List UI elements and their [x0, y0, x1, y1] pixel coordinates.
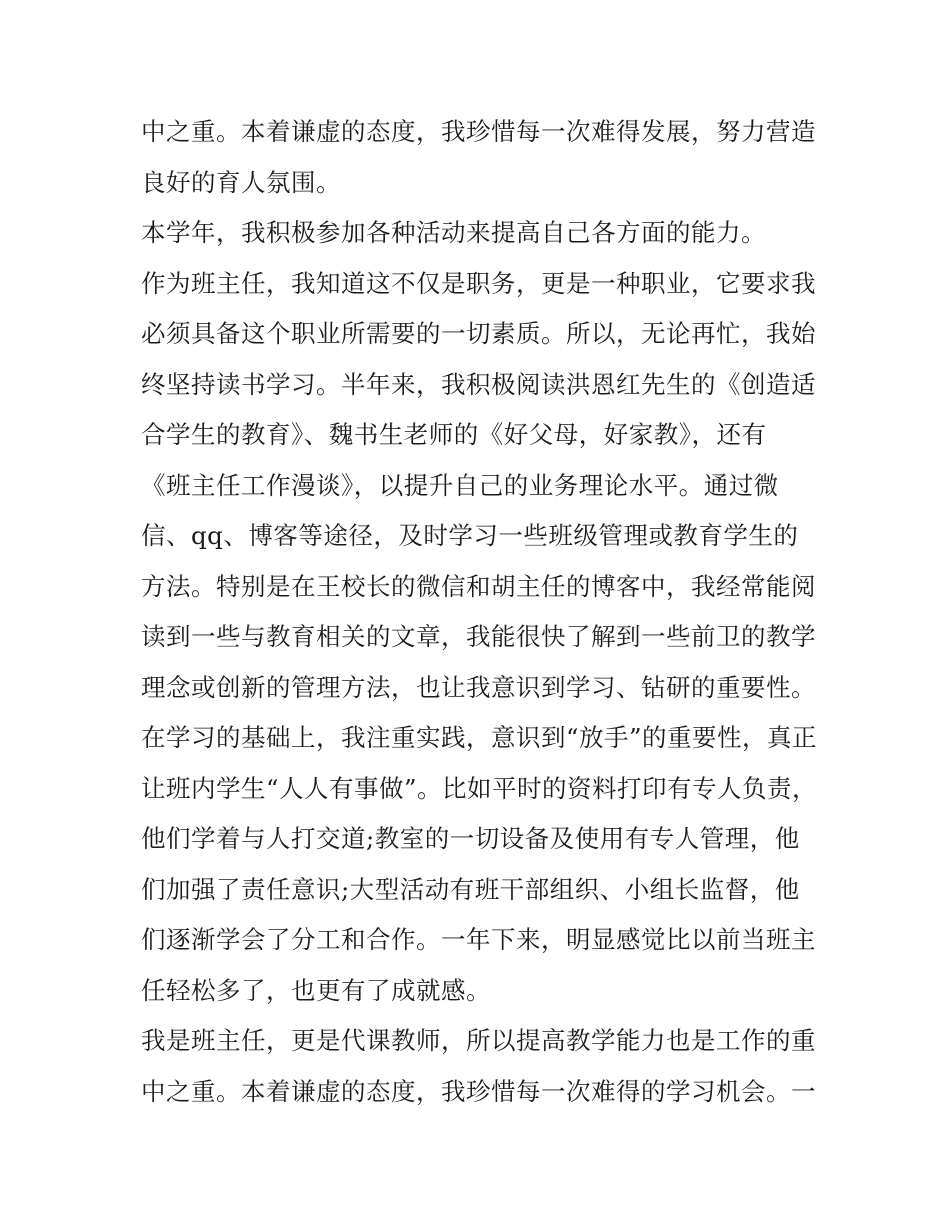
text-line: 信、qq、博客等途径，及时学习一些班级管理或教育学生的: [141, 521, 799, 550]
text-line: 让班内学生“人人有事做”。比如平时的资料打印有专人负责，: [141, 773, 818, 803]
text-line: 中之重。本着谦虚的态度，我珍惜每一次难得发展，努力营造: [141, 117, 816, 146]
text-line: 他们学着与人打交道;教室的一切设备及使用有专人管理，他: [141, 824, 800, 853]
text-line: 《班主任工作漫谈》，以提升自己的业务理论水平。通过微: [141, 470, 779, 500]
text-line: 合学生的教育》、魏书生老师的《好父母，好家教》，还有: [141, 420, 767, 449]
text-line: 必须具备这个职业所需要的一切素质。所以，无论再忙，我始: [141, 319, 816, 348]
text-line: 终坚持读书学习。半年来，我积极阅读洪恩红先生的《创造适: [141, 369, 816, 399]
body-text: [141, 107, 821, 1117]
text-line: 本学年，我积极参加各种活动来提高自己各方面的能力。: [141, 218, 766, 247]
text-line: 读到一些与教育相关的文章，我能很快了解到一些前卫的教学: [141, 622, 816, 651]
text-line: 们逐渐学会了分工和合作。一年下来，明显感觉比以前当班主: [141, 925, 816, 954]
text-line: 方法。特别是在王校长的微信和胡主任的博客中，我经常能阅: [141, 571, 816, 601]
text-line: 良好的育人氛围。: [141, 167, 341, 197]
text-line: 我是班主任，更是代课教师，所以提高教学能力也是工作的重: [141, 1026, 816, 1055]
text-line: 们加强了责任意识;大型活动有班干部组织、小组长监督，他: [141, 874, 800, 904]
text-line: 中之重。本着谦虚的态度，我珍惜每一次难得的学习机会。一: [141, 1076, 816, 1106]
text-line: 在学习的基础上，我注重实践，意识到“放手”的重要性，真正: [141, 723, 818, 752]
text-line: 任轻松多了，也更有了成就感。: [141, 975, 491, 1005]
text-line: 作为班主任，我知道这不仅是职务，更是一种职业，它要求我: [141, 268, 816, 298]
text-line: 理念或创新的管理方法，也让我意识到学习、钻研的重要性。: [141, 672, 816, 702]
